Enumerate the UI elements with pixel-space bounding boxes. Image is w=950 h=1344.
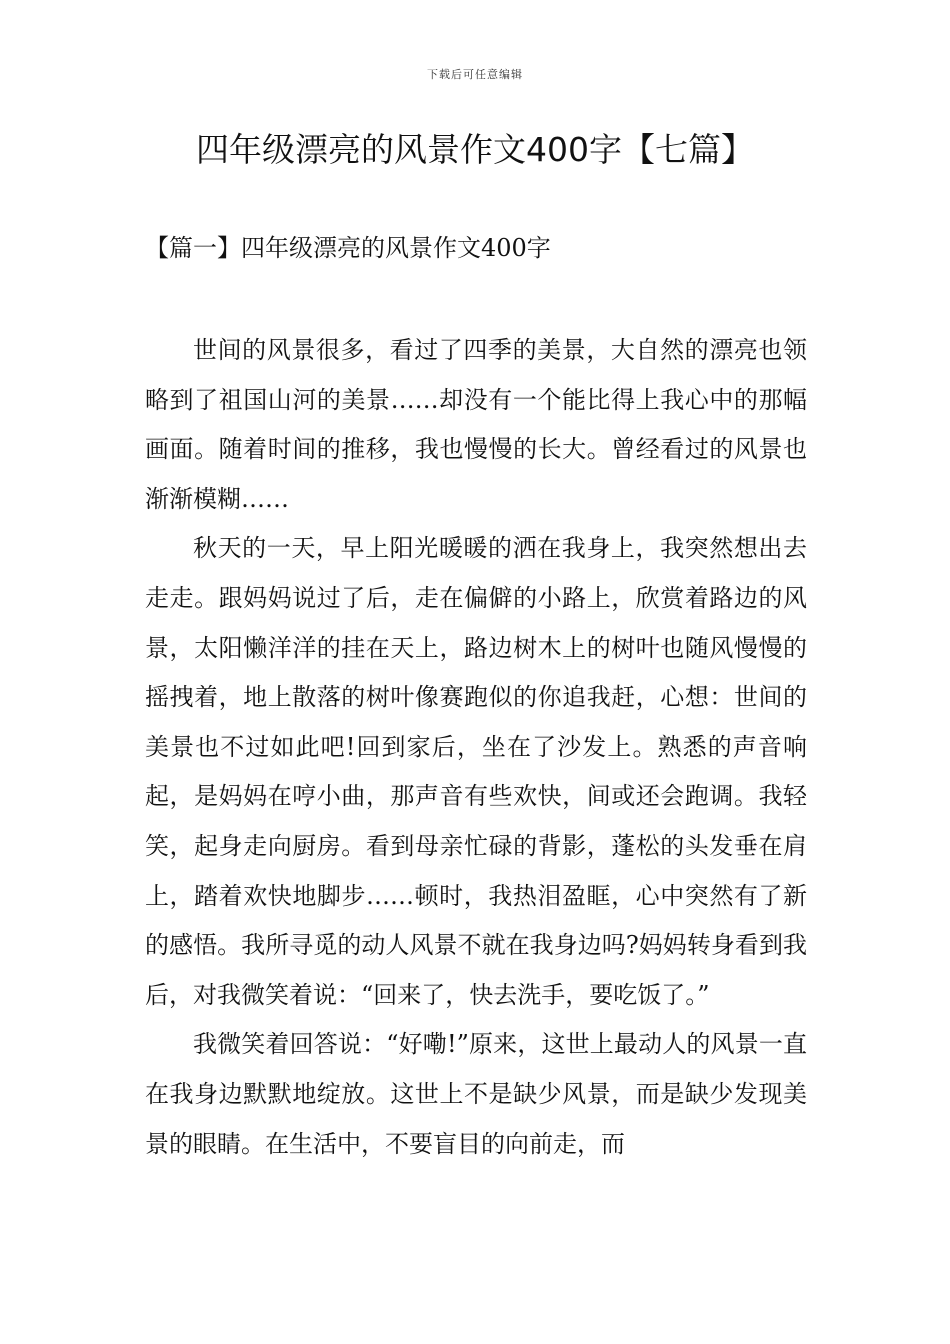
essay-body (145, 326, 807, 1169)
section-heading: 【篇一】四年级漂亮的风景作文400字 (145, 234, 551, 262)
paragraph: 秋天的一天，早上阳光暖暖的洒在我身上，我突然想出去走走。跟妈妈说过了后，走在偏僻的小路上，欣赏着路边的风景，太阳懒洋洋的挂在天上，路边树木上的树叶也随风慢慢的摇拽着，地上散落的树叶像赛跑似的你追我赶，心想：世间的美景也不过如此吧!回到家后，坐在了沙发上。熟悉的声音响起，是妈妈在哼小曲，那声音有些欢快，间或还会跑调。我轻笑，起身走向厨房。看到母亲忙碌的背影，蓬松的头发垂在肩上，踏着欢快地脚步……顿时，我热泪盈眶，心中突然有了新的感悟。我所寻觅的动人风景不就在我身边吗?妈妈转身看到我后，对我微笑着说：“回来了，快去洗手，要吃饭了。” (145, 534, 807, 1009)
paragraph: 我微笑着回答说：“好嘞!”原来，这世上最动人的风景一直在我身边默默地绽放。这世上不是缺少风景，而是缺少发现美景的眼睛。在生活中，不要盲目的向前走，而 (145, 1030, 807, 1158)
header-note: 下载后可任意编辑 (427, 68, 523, 81)
paragraph: 世间的风景很多，看过了四季的美景，大自然的漂亮也领略到了祖国山河的美景……却没有一个能比得上我心中的那幅画面。随着时间的推移，我也慢慢的长大。曾经看过的风景也渐渐模糊…… (145, 336, 807, 513)
document-title: 四年级漂亮的风景作文400字【七篇】 (196, 130, 754, 169)
